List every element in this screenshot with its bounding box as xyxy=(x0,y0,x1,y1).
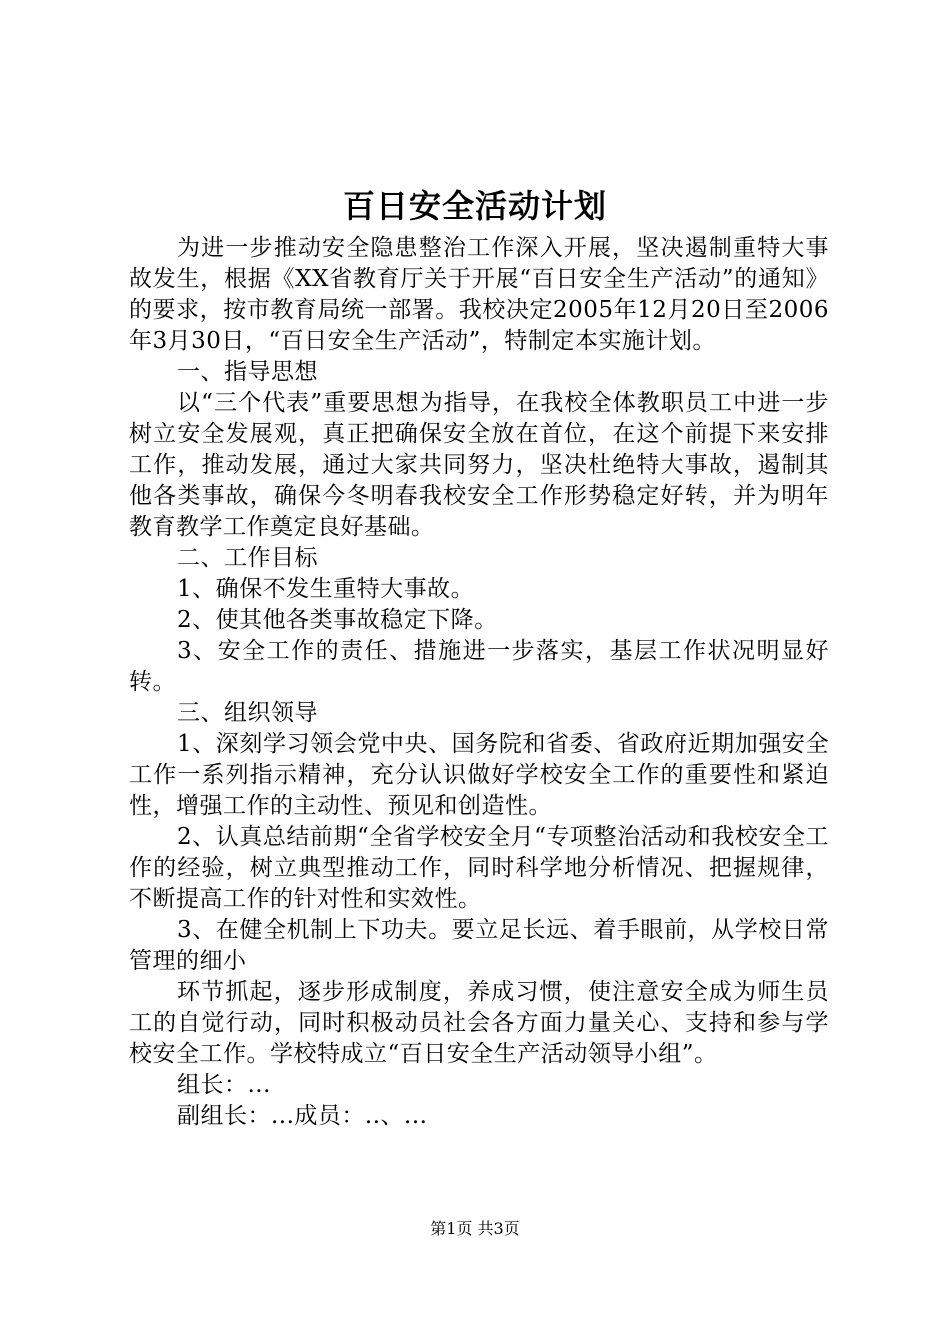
section-heading-work-goals: 二、工作目标 xyxy=(177,545,318,571)
section-heading-organization: 三、组织领导 xyxy=(177,700,318,726)
section-heading-guiding-ideology: 一、指导思想 xyxy=(177,359,318,385)
organization-item: 1、深刻学习领会党中央、国务院和省委、省政府近期加强安全工作一系列指示精神，充分认识做好学校安全工作的重要性和紧迫性，增强工作的主动性、预见和创造性。 xyxy=(129,731,829,819)
intro-paragraph: 为进一步推动安全隐患整治工作深入开展，坚决遏制重特大事故发生，根据《XX省教育厅关于开展“百日安全生产活动”的通知》的要求，按市教育局统一部署。我校决定2005年12月20日至2006年3月30日，“百日安全生产活动”，特制定本实施计划。 xyxy=(129,235,829,354)
group-leader-line: 组长：... xyxy=(177,1072,271,1098)
organization-continuation: 环节抓起，逐步形成制度，养成习惯，使注意安全成为师生员工的自觉行动，同时积极动员社会各方面力量关心、支持和参与学校安全工作。学校特成立“百日安全生产活动领导小组”。 xyxy=(129,979,829,1067)
document-body xyxy=(129,233,829,1132)
page-footer: 第1页 共3页 xyxy=(430,1219,520,1238)
organization-item: 3、在健全机制上下功夫。要立足长远、着手眼前，从学校日常管理的细小 xyxy=(129,917,829,974)
organization-item: 2、认真总结前期“全省学校安全月“专项整治活动和我校安全工作的经验，树立典型推动工作，同时科学地分析情况、把握规律，不断提高工作的针对性和实效性。 xyxy=(129,824,829,912)
guiding-ideology-paragraph: 以“三个代表”重要思想为指导，在我校全体教职员工中进一步树立安全发展观，真正把确保安全放在首位，在这个前提下来安排工作，推动发展，通过大家共同努力，坚决杜绝特大事故，遏制其他各类事故，确保今冬明春我校安全工作形势稳定好转，并为明年教育教学工作奠定良好基础。 xyxy=(129,390,829,540)
deputy-leader-members-line: 副组长：...成员：..、... xyxy=(177,1103,428,1129)
work-goal-item: 3、安全工作的责任、措施进一步落实，基层工作状况明显好转。 xyxy=(129,638,829,695)
document-title: 百日安全活动计划 xyxy=(342,187,607,225)
work-goal-item: 1、确保不发生重特大事故。 xyxy=(177,576,475,602)
work-goal-item: 2、使其他各类事故稳定下降。 xyxy=(177,607,498,633)
